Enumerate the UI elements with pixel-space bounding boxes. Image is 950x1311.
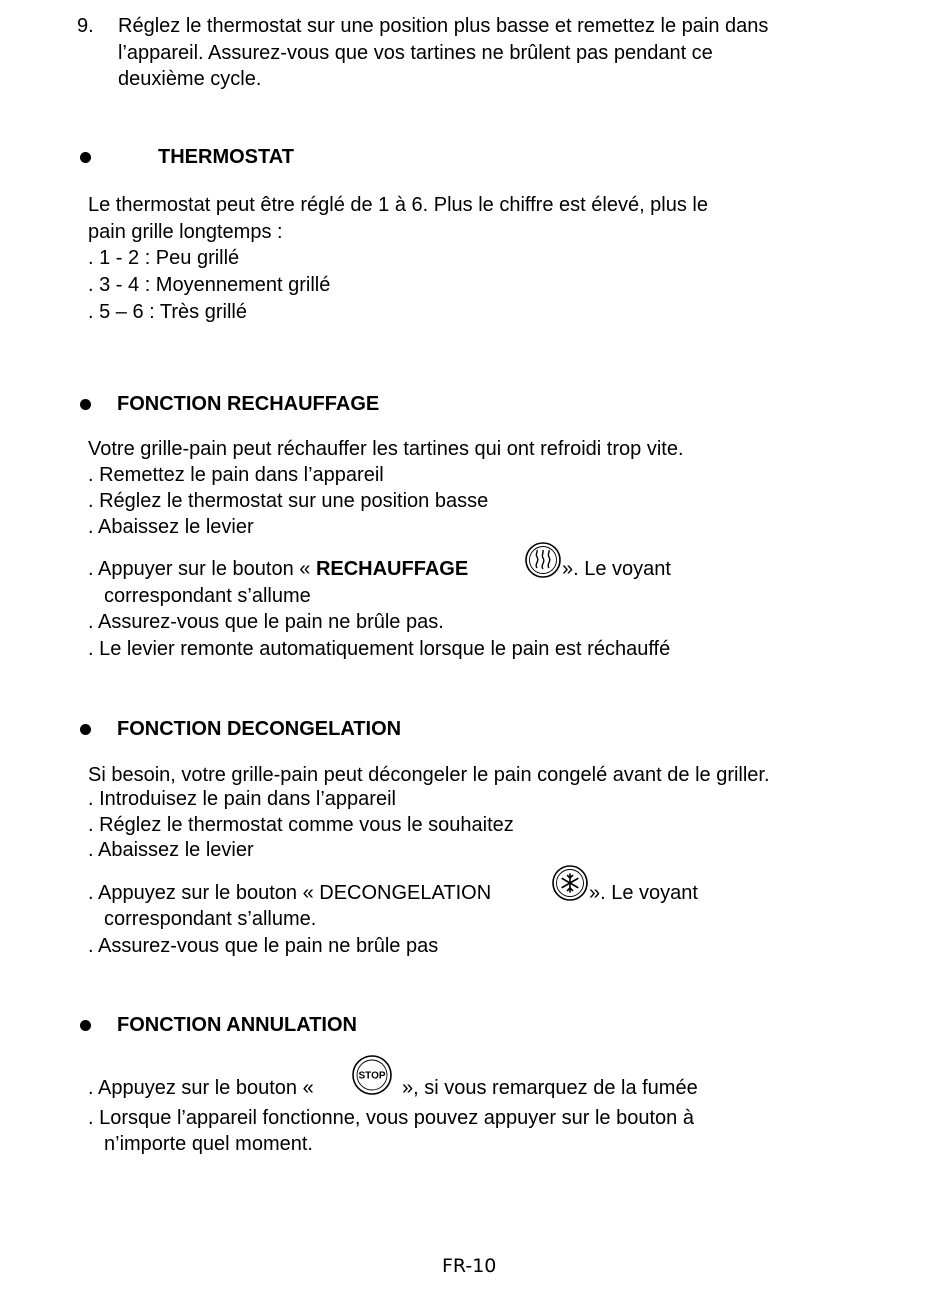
cancel-press-prefix: . Appuyez sur le bouton « bbox=[88, 1077, 314, 1099]
defrost-item: . Réglez le thermostat comme vous le souhaitez bbox=[88, 814, 514, 836]
bullet-icon bbox=[80, 152, 91, 163]
page-number: FR-10 bbox=[442, 1255, 497, 1277]
bullet-icon bbox=[80, 1020, 91, 1031]
defrost-press-prefix: . Appuyez sur le bouton « DECONGELATION bbox=[88, 882, 492, 904]
thermostat-item: . 3 - 4 : Moyennement grillé bbox=[88, 274, 331, 296]
reheat-press-prefix: . Appuyer sur le bouton « bbox=[88, 558, 316, 580]
snowflake-icon bbox=[551, 864, 589, 902]
defrost-press-suffix: ». Le voyant bbox=[589, 882, 698, 904]
section-heading-reheat: FONCTION RECHAUFFAGE bbox=[117, 393, 380, 415]
reheat-item: . Le levier remonte automatiquement lorsque le pain est réchauffé bbox=[88, 638, 671, 660]
reheat-intro: Votre grille-pain peut réchauffer les tartines qui ont refroidi trop vite. bbox=[88, 438, 684, 460]
cancel-line2: . Lorsque l’appareil fonctionne, vous pouvez appuyer sur le bouton à bbox=[88, 1107, 694, 1129]
thermostat-line1: Le thermostat peut être réglé de 1 à 6. Plus le chiffre est élevé, plus le bbox=[88, 194, 708, 216]
reheat-press-suffix: ». Le voyant bbox=[562, 558, 671, 580]
section-heading-cancel: FONCTION ANNULATION bbox=[117, 1014, 357, 1036]
section-heading-thermostat: THERMOSTAT bbox=[158, 146, 294, 168]
stop-icon bbox=[351, 1054, 393, 1096]
thermostat-line2: pain grille longtemps : bbox=[88, 221, 283, 243]
reheat-item: . Assurez-vous que le pain ne brûle pas. bbox=[88, 611, 444, 633]
stop-icon-label: STOP bbox=[358, 1070, 386, 1082]
reheat-press-line bbox=[88, 559, 468, 579]
defrost-press-line2: correspondant s’allume. bbox=[104, 908, 317, 930]
reheat-button-name: RECHAUFFAGE bbox=[315, 558, 469, 580]
bullet-icon bbox=[80, 724, 91, 735]
defrost-item: . Introduisez le pain dans l’appareil bbox=[88, 788, 396, 810]
reheat-item: . Réglez le thermostat sur une position basse bbox=[88, 490, 489, 512]
reheat-item: . Abaissez le levier bbox=[88, 516, 254, 538]
reheat-item: . Remettez le pain dans l’appareil bbox=[88, 464, 384, 486]
thermostat-item: . 5 – 6 : Très grillé bbox=[88, 301, 247, 323]
step-number: 9. bbox=[77, 15, 94, 37]
section-heading-defrost: FONCTION DECONGELATION bbox=[117, 718, 402, 740]
reheat-icon bbox=[524, 541, 562, 579]
thermostat-item: . 1 - 2 : Peu grillé bbox=[88, 247, 240, 269]
step9-line1: Réglez le thermostat sur une position plus basse et remettez le pain dans bbox=[118, 15, 769, 37]
defrost-intro: Si besoin, votre grille-pain peut décongeler le pain congelé avant de le griller. bbox=[88, 764, 770, 786]
step9-line2: l’appareil. Assurez-vous que vos tartines ne brûlent pas pendant ce bbox=[118, 42, 713, 64]
defrost-item: . Assurez-vous que le pain ne brûle pas bbox=[88, 935, 439, 957]
step9-line3: deuxième cycle. bbox=[118, 68, 262, 90]
reheat-press-line2: correspondant s’allume bbox=[104, 585, 311, 607]
cancel-press-suffix: », si vous remarquez de la fumée bbox=[402, 1077, 698, 1099]
defrost-item: . Abaissez le levier bbox=[88, 839, 254, 861]
cancel-line3: n’importe quel moment. bbox=[104, 1133, 313, 1155]
bullet-icon bbox=[80, 399, 91, 410]
